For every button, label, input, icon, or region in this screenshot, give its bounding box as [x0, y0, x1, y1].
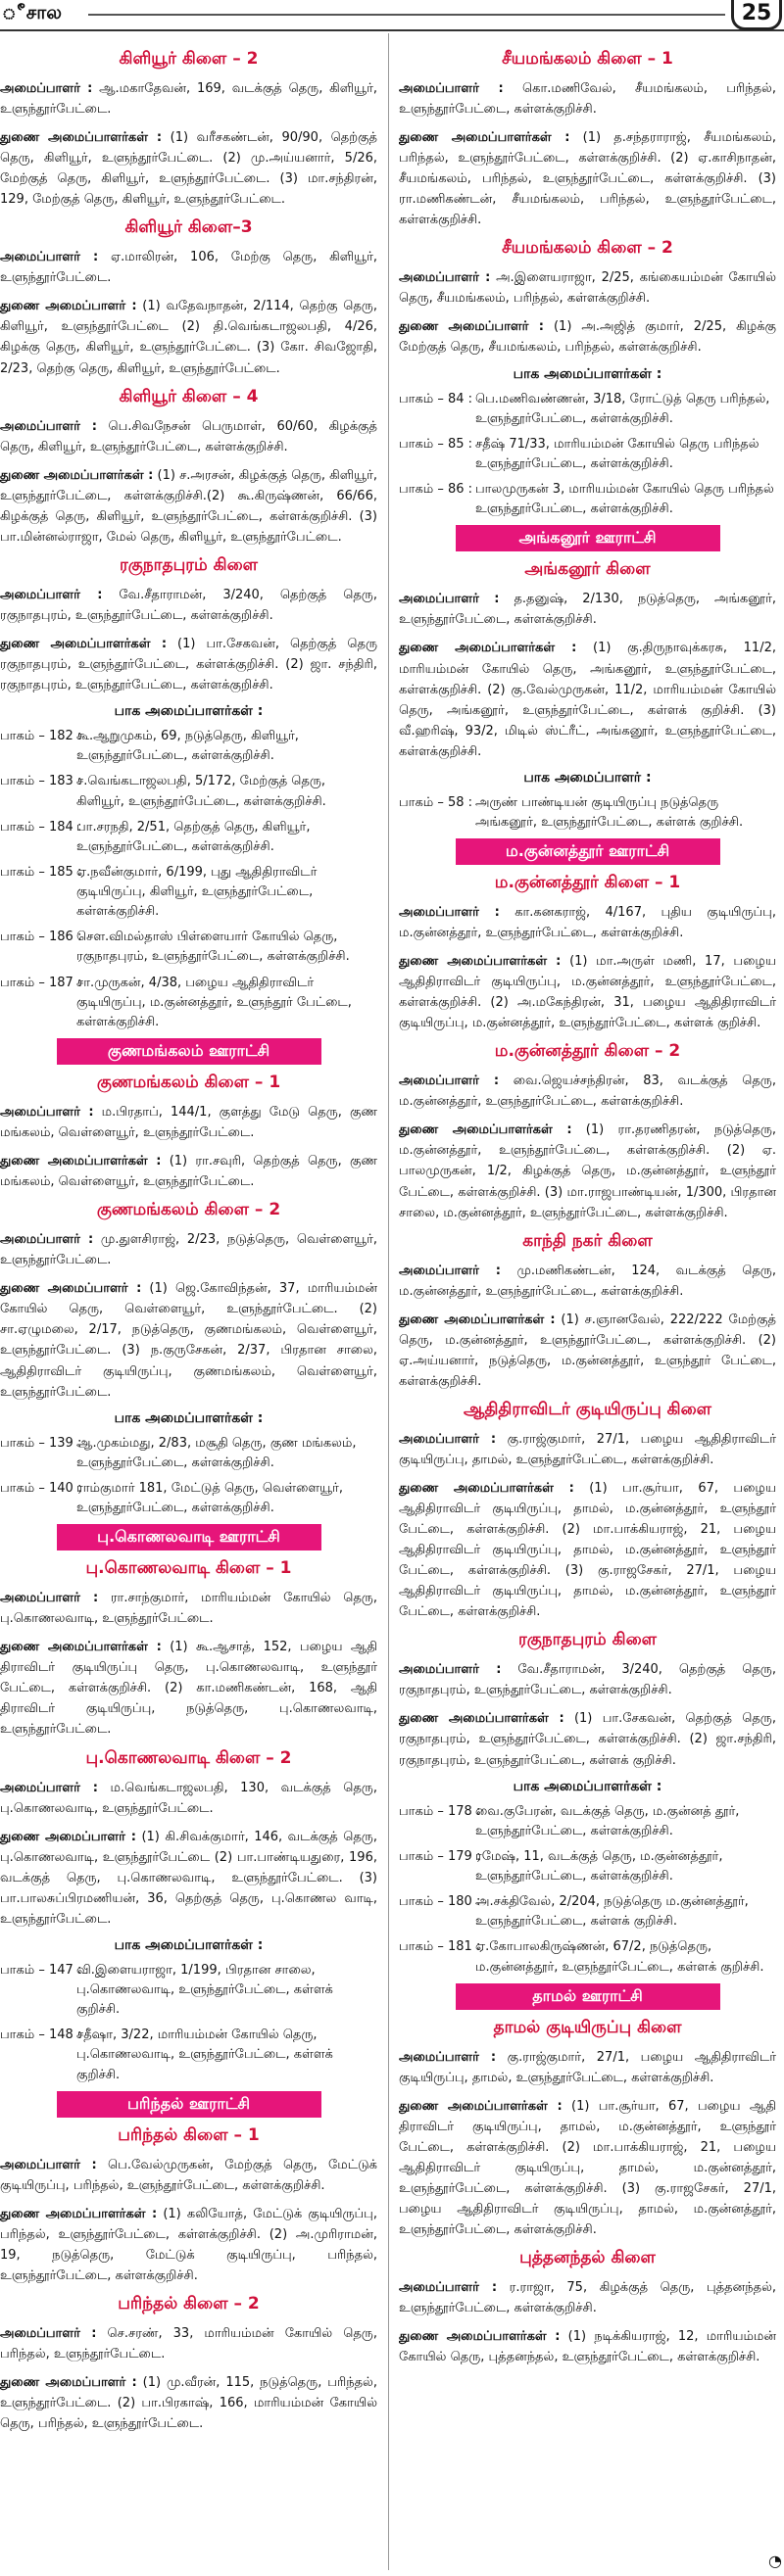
organiser-entry [0, 2372, 377, 2434]
booth-number: பாகம் – 185 : [0, 864, 82, 880]
panchayat-banner: ம.குன்னத்தூர் ஊராட்சி [456, 838, 720, 865]
branch-heading: தாமல் குடியிருப்பு கிளை [493, 2017, 682, 2037]
branch-heading: பு.கொணலவாடி கிளை – 1 [85, 1558, 292, 1579]
booth-subheading: பாக அமைப்பாளர் : [523, 769, 652, 786]
entry-text: (1) மா.அருள் மணி, 17, பழைய ஆதிதிராவிடர் குடியிருப்பு, ம.குன்னத்தூர், உளுந்தூர்பேட்டை, கள்ளக்குறிச்சி. (2) அ.மகேந்திரன், 31, பழைய ஆதிதிராவிடர் குடியிருப்பு, ம.குன்னத்தூர், உளுந்தூர்பேட்டை, கள்ளக் குறிச்சி. [399, 954, 776, 1031]
left-column [0, 45, 377, 2562]
entry-text: கா.கனகராஜ், 4/167, புதிய குடியிருப்பு, ம.குன்னத்தூர், உளுந்தூர்பேட்டை, கள்ளக்குறிச்சி. [399, 905, 776, 941]
booth-agent: பாலமுருகன் 3, மாரியம்மன் கோயில் தெரு பரிந்தல் உளுந்தூர்பேட்டை, கள்ளக்குறிச்சி. [475, 482, 774, 517]
booth-agent: ஏ.நவீன்குமார், 6/199, புது ஆதிதிராவிடர் குடியிருப்பு, கிளியூர், உளுந்தூர்பேட்டை, கள்ளக்குறிச்சி. [76, 864, 318, 920]
organiser-entry [399, 2326, 776, 2367]
role-label: துணை அமைப்பாளர்கள் : [0, 636, 168, 651]
organiser-entry [399, 2047, 776, 2088]
entry-text: செ.சரண், 33, மாரியம்மன் கோயில் தெரு, பரிந்தல், உளுந்தூர்பேட்டை. [0, 2325, 377, 2361]
role-label: அமைப்பாளர் : [399, 2049, 497, 2065]
role-label: துணை அமைப்பாளர்கள் : [0, 2206, 158, 2221]
booth-agent: பெ.மணிவண்ணன், 3/18, ரோட்டுத் தெரு பரிந்தல், உளுந்தூர்பேட்டை, கள்ளக்குறிச்சி. [475, 391, 770, 426]
panchayat-banner: பரிந்தல் ஊராட்சி [57, 2091, 321, 2118]
entry-text: பெ.வேல்முருகன், மேற்குத் தெரு, மேட்டுக் குடியிருப்பு, பரிந்தல், உளுந்தூர்பேட்டை, கள்ளக்குறிச்சி. [0, 2157, 377, 2193]
role-label: அமைப்பாளர் : [0, 2325, 97, 2341]
role-label: துணை அமைப்பாளர்கள் : [399, 1481, 574, 1496]
organiser-entry [0, 127, 377, 210]
role-label: துணை அமைப்பாளர்கள் : [0, 467, 154, 483]
booth-entry [399, 1847, 776, 1886]
role-label: அமைப்பாளர் : [0, 587, 103, 602]
role-label: துணை அமைப்பாளர்கள் : [399, 1312, 556, 1327]
role-label: அமைப்பாளர் : [399, 1263, 501, 1278]
entry-text: பெ.சிவநேசன் பெருமாள், 60/60, கிழக்குத் தெரு, கிளியூர், உளுந்தூர்பேட்டை, கள்ளக்குறிச்சி. [0, 418, 377, 454]
entry-text: மு.துளசிராஜ், 2/23, நடுத்தெரு, வெள்ளையூர், உளுந்தூர்பேட்டை. [0, 1232, 377, 1268]
organiser-entry [0, 1637, 377, 1740]
role-label: துணை அமைப்பாளர்கள் : [0, 1640, 162, 1655]
branch-heading: சீயமங்கலம் கிளை – 1 [502, 49, 673, 69]
organiser-entry [0, 1588, 377, 1629]
entry-text: (1) கூ.ஆசாத், 152, பழைய ஆதி திராவிடர் குடியிருப்பு தெரு, பு.கொணலவாடி, உளுந்தூர் பேட்டை, கள்ளக்குறிச்சி. (2) கா.மணிகண்டன், 168, ஆதி திராவிடர் குடியிருப்பு, நடுத்தெரு, பு.கொணலவாடி, உளுந்தூர்பேட்டை. [0, 1640, 377, 1738]
column-divider [388, 33, 389, 2570]
booth-number: பாகம் – 139 : [0, 1435, 82, 1451]
booth-subheading: பாக அமைப்பாளர்கள் : [114, 1936, 264, 1953]
role-label: அமைப்பாளர் : [399, 905, 500, 921]
booth-number: பாகம் – 181 : [399, 1939, 481, 1955]
booth-number: பாகம் – 179 : [399, 1848, 481, 1864]
branch-heading: குணமங்கலம் கிளை – 1 [96, 1073, 281, 1093]
organiser-entry [399, 1429, 776, 1470]
role-label: துணை அமைப்பாளர் : [0, 2375, 137, 2391]
booth-number: பாகம் – 84 : [399, 391, 473, 406]
booth-entry [0, 818, 377, 857]
booth-number: பாகம் – 86 : [399, 482, 473, 498]
panchayat-banner: பு.கொணலவாடி ஊராட்சி [57, 1524, 321, 1550]
booth-number: பாகம் – 183 : [0, 774, 82, 789]
booth-agent: கூ.ஆறுமுகம், 69, நடுத்தெரு, கிளியூர், உளுந்தூர்பேட்டை, கள்ளக்குறிச்சி. [76, 729, 299, 764]
branch-heading: ரகுநாதபுரம் கிளை [119, 554, 259, 575]
booth-number: பாகம் – 186 : [0, 930, 82, 945]
role-label: அமைப்பாளர் : [399, 1662, 502, 1678]
entry-text: வை.ஜெயச்சந்திரன், 83, வடக்குத் தெரு, ம.குன்னத்தூர், உளுந்தூர்பேட்டை, கள்ளக்குறிச்சி. [399, 1073, 776, 1110]
organiser-entry [0, 465, 377, 548]
page-header [0, 0, 784, 31]
organiser-entry [399, 1261, 776, 1302]
role-label: துணை அமைப்பாளர்கள் : [399, 2098, 563, 2114]
role-label: அமைப்பாளர் : [0, 1232, 94, 1248]
role-label: துணை அமைப்பாளர்கள் : [399, 1711, 564, 1727]
branch-heading: ம.குன்னத்தூர் கிளை – 2 [494, 1041, 681, 1062]
organiser-entry [399, 1708, 776, 1770]
organiser-entry [0, 585, 377, 626]
entry-text: (1) அ.அஜித் குமார், 2/25, கிழக்கு மேற்குத் தெரு, சீயமங்கலம், பரிந்தல், கள்ளக்குறிச்சி. [399, 319, 776, 356]
booth-entry [0, 863, 377, 922]
branch-heading: பு.கொணலவாடி கிளை – 2 [85, 1747, 292, 1768]
masthead-fragment: ீசால [2, 2, 62, 24]
organiser-entry [0, 1278, 377, 1402]
booth-entry [399, 1892, 776, 1932]
entry-text: மு.மணிகண்டன், 124, வடக்குத் தெரு, ம.குன்னத்தூர், உளுந்தூர்பேட்டை, கள்ளக்குறிச்சி. [399, 1263, 776, 1299]
entry-text: (1) கலியோத், மேட்டுக் குடியிருப்பு, பரிந்தல், உளுந்தூர்பேட்டை, கள்ளக்குறிச்சி. (2) அ.முரிராமன், 19, நடுத்தெரு, மேட்டுக் குடியிருப்பு, பரிந்தல், உளுந்தூர்பேட்டை, கள்ளக்குறிச்சி. [0, 2206, 377, 2283]
entry-text: ரா.சாந்குமார், மாரியம்மன் கோயில் தெரு, பு.கொணலவாடி, உளுந்தூர்பேட்டை. [0, 1591, 377, 1627]
organiser-entry [0, 2204, 377, 2286]
organiser-entry [0, 1827, 377, 1930]
booth-entry [399, 390, 776, 429]
branch-heading: அங்கனூர் கிளை [524, 559, 651, 580]
role-label: துணை அமைப்பாளர்கள் : [399, 2329, 561, 2345]
entry-text: ஏ.மாலிரன், 106, மேற்கு தெரு, கிளியூர், உளுந்தூர்பேட்டை. [0, 250, 377, 286]
panchayat-banner: அங்கனூர் ஊராட்சி [456, 525, 720, 551]
organiser-entry [0, 1229, 377, 1270]
booth-number: பாகம் – 184 : [0, 819, 82, 835]
role-label: அமைப்பாளர் : [0, 1780, 98, 1795]
entry-text: (1) பா.சூர்யா, 67, பழைய ஆதிதிராவிடர் குடியிருப்பு, தாமல், ம.குன்னத்தூர், உளுந்தூர் பேட்டை, கள்ளக்குறிச்சி. (2) மா.பாக்கியராஜ், 21, பழைய ஆதிதிராவிடர் குடியிருப்பு, தாமல், ம.குன்னத்தூர், உளுந்தூர் பேட்டை, கள்ளக்குறிச்சி. (3) கு.ராஜசேகர், 27/1, பழைய ஆதிதிராவிடர் குடியிருப்பு, தாமல், ம.குன்னத்தூர், உளுந்தூர் பேட்டை, கள்ளக்குறிச்சி. [399, 1481, 776, 1620]
organiser-entry [399, 2277, 776, 2318]
organiser-entry [399, 1310, 776, 1392]
organiser-entry [0, 416, 377, 457]
organiser-entry [399, 316, 776, 358]
entry-text: (1) ஜெ.கோவிந்தன், 37, மாரியம்மன் கோயில் தெரு, வெள்ளையூர், உளுந்தூர்பேட்டை. (2) சா.ஏழுமலை, 2/17, நடுத்தெரு, குணமங்கலம், வெள்ளையூர், உளுந்தூர்பேட்டை. (3) ந.குருசேகன், 2/37, பிரதான சாலை, ஆதிதிராவிடர் குடியிருப்பு, குணமங்கலம், வெள்ளையூர், உளுந்தூர்பேட்டை. [0, 1281, 377, 1400]
booth-agent: அருண் பாண்டியன் குடியிருப்பு நடுத்தெரு அங்கனூர், உளுந்தூர்பேட்டை, கள்ளக் குறிச்சி. [475, 794, 744, 830]
booth-agent: சதீஷா, 3/22, மாரியம்மன் கோயில் தெரு, பு.கொணலவாடி, உளுந்தூர்பேட்டை, கள்ளக் குறிச்சி. [76, 2027, 333, 2082]
right-column [399, 45, 776, 2562]
entry-text: (1) பா.சூர்யா, 67, பழைய ஆதி திராவிடர் குடியிருப்பு, தாமல், ம.குன்னத்தூர், உளுந்தூர் பேட்டை, கள்ளக்குறிச்சி. (2) மா.பாக்கியராஜ், 21, பழைய ஆதிதிராவிடர் குடியிருப்பு, தாமல், ம.குன்னத்தூர், உளுந்தூர்பேட்டை, கள்ளக்குறிச்சி. (3) கு.ராஜசேகர், 27/1, பழைய ஆதிதிராவிடர் குடியிருப்பு, தாமல், ம.குன்னத்தூர், உளுந்தூர்பேட்டை, கள்ளக்குறிச்சி. [399, 2098, 776, 2238]
role-label: துணை அமைப்பாளர்கள் : [399, 130, 570, 146]
role-label: துணை அமைப்பாளர்கள் : [399, 641, 577, 656]
booth-agent: ரமேஷ், 11, வடக்குத் தெரு, ம.குன்னத்தூர், உளுந்தூர்பேட்டை, கள்ளக்குறிச்சி. [475, 1848, 723, 1884]
entry-text: ர.ராஜா, 75, கிழக்குத் தெரு, புத்தனந்தல், உளுந்தூர்பேட்டை, கள்ளக்குறிச்சி. [399, 2280, 776, 2316]
organiser-entry [399, 638, 776, 761]
booth-agent: ஏ.கோபாலகிருஷ்ணன், 67/2, நடுத்தெரு, ம.குன்னத்தூர், உளுந்தூர்பேட்டை, கள்ளக் குறிச்சி. [475, 1939, 764, 1975]
entry-text: (1) மு.வீரன், 115, நடுத்தெரு, பரிந்தல், உளுந்தூர்பேட்டை. (2) பா.பிரகாஷ், 166, மாரியம்மன் கோயில் தெரு, பரிந்தல், உளுந்தூர்பேட்டை. [0, 2375, 377, 2432]
booth-number: பாகம் – 85 : [399, 436, 473, 452]
role-label: அமைப்பாளர் : [0, 81, 93, 96]
booth-agent: ஆ.முகம்மது, 2/83, மசூதி தெரு, குண மங்கலம், உளுந்தூர்பேட்டை, கள்ளக்குறிச்சி. [76, 1435, 357, 1470]
role-label: அமைப்பாளர் : [399, 1073, 500, 1089]
entry-text: (1) வரீசகண்டன், 90/90, தெற்குத் தெரு, கிளியூர், உளுந்தூர்பேட்டை. (2) மு.அய்யனார், 5/26, மேற்குத் தெரு, கிளியூர், உளுந்தூர்பேட்டை. (3) மா.சந்திரன், 129, மேற்குத் தெரு, கிளியூர், உளுந்தூர்பேட்டை. [0, 130, 377, 208]
role-label: துணை அமைப்பாளர் : [0, 1281, 142, 1297]
booth-number: பாகம் – 58 : [399, 794, 473, 810]
role-label: துணை அமைப்பாளர்கள் : [0, 1154, 162, 1169]
entry-text: கு.ராஜ்குமார், 27/1, பழைய ஆதிதிராவிடர் குடியிருப்பு, தாமல், உளுந்தூர்பேட்டை, கள்ளக்குறிச்சி. [399, 1431, 776, 1467]
booth-number: பாகம் – 140 : [0, 1480, 82, 1496]
branch-heading: காந்தி நகர் கிளை [522, 1230, 653, 1251]
branch-heading: ரகுநாதபுரம் கிளை [517, 1630, 658, 1650]
organiser-entry [399, 1478, 776, 1622]
role-label: அமைப்பாளர் : [399, 270, 491, 286]
booth-number: பாகம் – 148 : [0, 2027, 82, 2043]
entry-text: அ.இளையராஜா, 2/25, கங்கையம்மன் கோயில் தெரு, சீயமங்கலம், பரிந்தல், கள்ளக்குறிச்சி. [399, 270, 776, 307]
role-label: அமைப்பாளர் : [0, 1591, 99, 1606]
entry-text: (1) வதேவநாதன், 2/114, தெற்கு தெரு, கிளியூர், உளுந்தூர்பேட்டை (2) தி.வெங்கடாஜலபதி, 4/26, கிழக்கு தெரு, கிளியூர், உளுந்தூர்பேட்டை. (3) கோ. சிவஜோதி, 2/23, தெற்கு தெரு, கிளியூர், உளுந்தூர்பேட்டை. [0, 299, 377, 376]
booth-number: பாகம் – 187 : [0, 975, 82, 990]
entry-text: (1) பா.சேகவன், தெற்குத் தெரு, ரகுநாதபுரம், உளுந்தூர்பேட்டை, கள்ளக்குறிச்சி. (2) ஜா.சந்திரி, ரகுநாதபுரம், உளுந்தூர்பேட்டை, கள்ளக் குறிச்சி. [399, 1711, 776, 1768]
role-label: அமைப்பாளர் : [399, 1431, 497, 1447]
header-rule [88, 14, 725, 16]
role-label: துணை அமைப்பாளர்கள் : [399, 954, 562, 970]
booth-agent: பா.சரநதி, 2/51, தெற்குத் தெரு, கிளியூர், உளுந்தூர்பேட்டை, கள்ளக்குறிச்சி. [76, 819, 311, 854]
booth-subheading: பாக அமைப்பாளர்கள் : [513, 1778, 662, 1794]
entry-text: வே.சீதாராமன், 3/240, தெற்குத் தெரு, ரகுநாதபுரம், உளுந்தூர்பேட்டை, கள்ளக்குறிச்சி. [0, 587, 377, 623]
entry-text: த.தனுஷ், 2/130, நடுத்தெரு, அங்கனூர், உளுந்தூர்பேட்டை, கள்ளக்குறிச்சி. [399, 592, 776, 628]
organiser-entry [0, 1102, 377, 1143]
branch-heading: குணமங்கலம் கிளை – 2 [96, 1200, 281, 1220]
branch-heading: கிளியூர் கிளை – 2 [119, 49, 259, 69]
role-label: அமைப்பாளர் : [399, 2280, 498, 2296]
booth-agent: சதீஷ் 71/33, மாரியம்மன் கோயில் தெரு பரிந்தல் உளுந்தூர்பேட்டை, கள்ளக்குறிச்சி. [475, 436, 760, 471]
booth-entry [0, 1479, 377, 1518]
organiser-entry [0, 1778, 377, 1819]
booth-agent: வி.இளையராஜா, 1/199, பிரதான சாலை, பு.கொணலவாடி, உளுந்தூர்பேட்டை, கள்ளக் குறிச்சி. [76, 1962, 333, 2018]
entry-text: (1) கு.திருநாவுக்கரசு, 11/2, மாரியம்மன் கோயில் தெரு, அங்கனூர், உளுந்தூர்பேட்டை, கள்ளக்குறிச்சி. (2) கு.வேல்முருகன், 11/2, மாரியம்மன் கோயில் தெரு, அங்கனூர், உளுந்தூர்பேட்டை, கள்ளக் குறிச்சி. (3) வீ.ஹரிஷ், 93/2, மிடில் ஸ்ட்ரீட், அங்கனூர், உளுந்தூர்பேட்டை, கள்ளக்குறிச்சி. [399, 641, 776, 759]
role-label: அமைப்பாளர் : [399, 592, 500, 607]
booth-entry [0, 2026, 377, 2084]
role-label: அமைப்பாளர் : [0, 2157, 97, 2172]
entry-text: ஆ.மகாதேவன், 169, வடக்குத் தெரு, கிளியூர், உளுந்தூர்பேட்டை. [0, 81, 377, 118]
organiser-entry [0, 2323, 377, 2364]
role-label: அமைப்பாளர் : [0, 250, 99, 265]
role-label: அமைப்பாளர் : [0, 1105, 94, 1121]
role-label: துணை அமைப்பாளர் : [0, 299, 137, 314]
organiser-entry [399, 1120, 776, 1222]
entry-text: (1) ச.ஞானவேல், 222/222 மேற்குத் தெரு, ம.குன்னத்தூர், உளுந்தூர்பேட்டை, கள்ளக்குறிச்சி. (2) ஏ.அய்யனார், நடுத்தெரு, ம.குன்னத்தூர், உளுந்தூர் பேட்டை, கள்ளக்குறிச்சி. [399, 1312, 776, 1389]
organiser-entry [399, 78, 776, 119]
role-label: அமைப்பாளர் : [399, 81, 504, 96]
organiser-entry [399, 127, 776, 230]
organiser-entry [0, 78, 377, 119]
role-label: அமைப்பாளர் : [0, 418, 97, 434]
entry-text: வே.சீதாராமன், 3/240, தெற்குத் தெரு, ரகுநாதபுரம், உளுந்தூர்பேட்டை, கள்ளக்குறிச்சி. [399, 1662, 776, 1698]
role-label: துணை அமைப்பாளர் : [399, 319, 544, 335]
entry-text: (1) ரா.தரணிதரன், நடுத்தெரு, ம.குன்னத்தூர், உளுந்தூர்பேட்டை, கள்ளக்குறிச்சி. (2) ஏ. பாலமுருகன், 1/2, கிழக்குத் தெரு, ம.குன்னத்தூர், உளுந்தூர் பேட்டை, கள்ளக்குறிச்சி. (3) மா.ராஜபாண்டியன், 1/300, பிரதான சாலை, ம.குன்னத்தூர், உளுந்தூர்பேட்டை, கள்ளக்குறிச்சி. [399, 1122, 776, 1220]
entry-text: (1) பா.சேகவன், தெற்குத் தெரு ரகுநாதபுரம், உளுந்தூர்பேட்டை, கள்ளக்குறிச்சி. (2) ஜா. சந்திரி, ரகுநாதபுரம், உளுந்தூர்பேட்டை, கள்ளக்குறிச்சி. [0, 636, 377, 693]
branch-heading: ஆதிதிராவிடர் குடியிருப்பு கிளை [463, 1399, 711, 1419]
branch-heading: பரிந்தல் கிளை – 2 [118, 2293, 260, 2314]
branch-heading: சீயமங்கலம் கிளை – 2 [502, 238, 673, 259]
organiser-entry [0, 296, 377, 378]
booth-entry [399, 793, 776, 833]
page-number: 25 [731, 0, 782, 30]
booth-entry [0, 974, 377, 1032]
branch-heading: ம.குன்னத்தூர் கிளை – 1 [494, 873, 681, 893]
entry-text: கு.ராஜ்குமார், 27/1, பழைய ஆதிதிராவிடர் குடியிருப்பு, தாமல், உளுந்தூர்பேட்டை, கள்ளக்குறிச்சி. [399, 2049, 776, 2085]
booth-agent: ச.வெங்கடாஜலபதி, 5/172, மேற்குத் தெரு, கிளியூர், உளுந்தூர்பேட்டை, கள்ளக்குறிச்சி. [76, 774, 326, 809]
booth-entry [399, 435, 776, 474]
booth-entry [0, 928, 377, 967]
booth-entry [399, 1937, 776, 1977]
entry-text: ம.வெங்கடாஜலபதி, 130, வடக்குத் தெரு, பு.கொணலவாடி, உளுந்தூர்பேட்டை. [0, 1780, 377, 1816]
organiser-entry [0, 2155, 377, 2196]
booth-subheading: பாக அமைப்பாளர்கள் : [114, 1409, 264, 1426]
booth-entry [0, 1434, 377, 1473]
booth-number: பாகம் – 180 : [399, 1894, 481, 1910]
booth-entry [0, 772, 377, 811]
entry-text: (1) த.சந்தராராஜ், சீயமங்கலம், பரிந்தல், உளுந்தூர்பேட்டை, கள்ளக்குறிச்சி. (2) ஏ.காசிநாதன், சீயமங்கலம், பரிந்தல், உளுந்தூர்பேட்டை, கள்ளக்குறிச்சி. (3) ரா.மணிகண்டன், சீயமங்கலம், பரிந்தல், உளுந்தூர்பேட்டை, கள்ளக்குறிச்சி. [399, 130, 776, 228]
organiser-entry [399, 589, 776, 630]
organiser-entry [399, 2096, 776, 2240]
branch-heading: புத்தனந்தல் கிளை [519, 2248, 656, 2268]
booth-number: பாகம் – 147 : [0, 1962, 82, 1978]
role-label: துணை அமைப்பாளர்கள் : [0, 130, 163, 146]
organiser-entry [399, 267, 776, 309]
booth-entry [399, 480, 776, 519]
organiser-entry [399, 902, 776, 943]
organiser-entry [0, 1151, 377, 1192]
entry-text: (1) கி.சிவக்குமார், 146, வடக்குத் தெரு, பு.கொணலவாடி, உளுந்தூர்பேட்டை (2) பா.பாண்டியதுரை, 196, வடக்குத் தெரு, பு.கொணலவாடி, உளுந்தூர்பேட்டை. (3) பா.பாலசுப்பிரமணியன், 36, தெற்குத் தெரு, பு.கொணல வாடி, உளுந்தூர்பேட்டை. [0, 1829, 377, 1927]
booth-agent: அ.சக்திவேல், 2/204, நடுத்தெரு ம.குன்னத்தூர், உளுந்தூர்பேட்டை, கள்ளக் குறிச்சி. [475, 1894, 749, 1930]
organiser-entry [399, 951, 776, 1033]
role-label: துணை அமைப்பாளர்கள் : [399, 1122, 572, 1138]
branch-heading: கிளியூர் கிளை–3 [124, 217, 253, 238]
entry-text: (1) நடிக்கியராஜ், 12, மாரியம்மன் கோயில் தெரு, புத்தனந்தல், உளுந்தூர்பேட்டை, கள்ளக்குறிச்சி. [399, 2329, 776, 2365]
panchayat-banner: குணமங்கலம் ஊராட்சி [57, 1038, 321, 1065]
organiser-entry [399, 1071, 776, 1112]
booth-entry [0, 727, 377, 766]
booth-agent: ராம்குமார் 181, மேட்டுத் தெரு, வெள்ளையூர், உளுந்தூர்பேட்டை, கள்ளக்குறிச்சி. [76, 1480, 343, 1516]
entry-text: (1) ச.அரசன், கிழக்குத் தெரு, கிளியூர், உளுந்தூர்பேட்டை, கள்ளக்குறிச்சி.(2) கூ.கிருஷ்ணன், 66/66, கிழக்குத் தெரு, கிளியூர், உளுந்தூர்பேட்டை, கள்ளக்குறிச்சி. (3) பா.மின்னல்ராஜா, மேல் தெரு, கிளியூர், உளுந்தூர்பேட்டை. [0, 467, 377, 545]
entry-text: கொ.மணிவேல், சீயமங்கலம், பரிந்தல், உளுந்தூர்பேட்டை, கள்ளக்குறிச்சி. [399, 81, 776, 118]
booth-agent: செள.விமல்தாஸ் பிள்ளையார் கோயில் தெரு, ரகுநாதபுரம், உளுந்தூர்பேட்டை, கள்ளக்குறிச்சி. [76, 930, 350, 965]
organiser-entry [0, 634, 377, 695]
booth-agent: வை.குபேரன், வடக்குத் தெரு, ம.குன்னத் தூர், உளுந்தூர்பேட்டை, கள்ளக்குறிச்சி. [475, 1803, 740, 1838]
booth-agent: சா.முருகன், 4/38, பழைய ஆதிதிராவிடர் குடியிருப்பு, ம.குன்னத்தூர், உளுந்தூர் பேட்டை, கள்ளக்குறிச்சி. [76, 975, 352, 1029]
corner-page-icon: ◔ [768, 2552, 782, 2570]
booth-subheading: பாக அமைப்பாளர்கள் : [114, 703, 264, 720]
booth-number: பாகம் – 178 : [399, 1803, 481, 1819]
role-label: துணை அமைப்பாளர் : [0, 1829, 136, 1844]
booth-subheading: பாக அமைப்பாளர்கள் : [513, 365, 662, 382]
entry-text: ம.பிரதாப், 144/1, குளத்து மேடு தெரு, குண மங்கலம், வெள்ளையூர், உளுந்தூர்பேட்டை. [0, 1105, 377, 1141]
branch-heading: கிளியூர் கிளை – 4 [119, 386, 259, 406]
booth-number: பாகம் – 182 : [0, 729, 82, 744]
booth-entry [0, 1961, 377, 2020]
entry-text: (1) ரா.சவுரி, தெற்குத் தெரு, குண மங்கலம், வெள்ளையூர், உளுந்தூர்பேட்டை. [0, 1154, 377, 1190]
booth-entry [399, 1802, 776, 1841]
panchayat-banner: தாமல் ஊராட்சி [456, 1983, 720, 2010]
organiser-entry [0, 247, 377, 288]
organiser-entry [399, 1659, 776, 1700]
branch-heading: பரிந்தல் கிளை – 1 [118, 2124, 260, 2145]
